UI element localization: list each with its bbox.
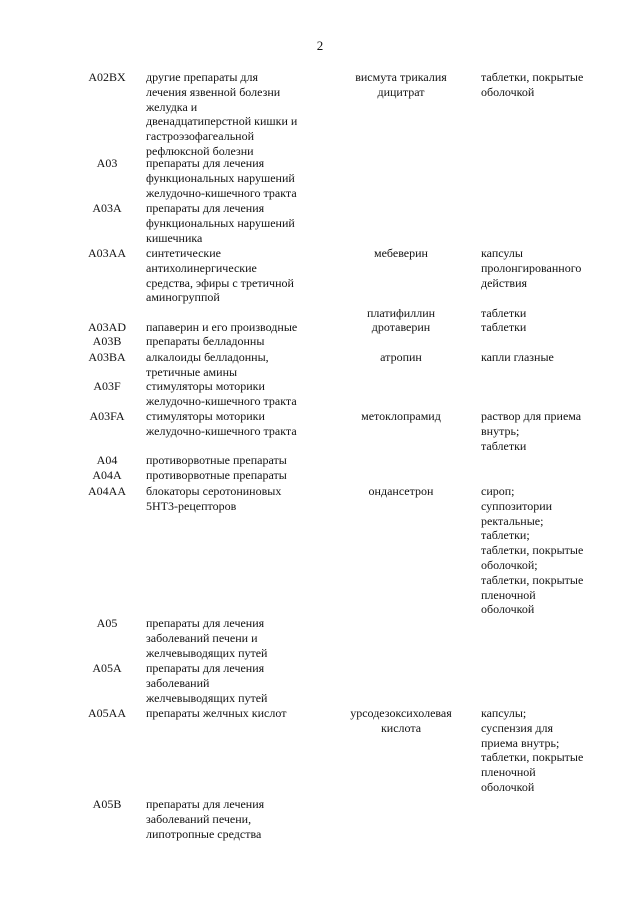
drug-name	[340, 306, 462, 321]
drug-name	[340, 409, 462, 424]
dosage-form-line: пленочной	[481, 587, 536, 602]
drug-name-line: атропин	[380, 350, 422, 364]
atc-group-description-line: функциональных нарушений	[146, 215, 295, 230]
drug-name-line: мебеверин	[374, 246, 428, 260]
dosage-form-line: таблетки	[481, 306, 527, 320]
dosage-form-line: приема внутрь;	[481, 735, 560, 750]
atc-group-description-line: папаверин и его производные	[146, 320, 298, 334]
atc-group-description-line: стимуляторы моторики	[146, 379, 265, 393]
dosage-form-line: раствор для приема	[481, 409, 582, 423]
atc-code: A03A	[92, 201, 122, 215]
atc-group-description-line: препараты желчных кислот	[146, 706, 287, 720]
atc-group-description	[146, 320, 326, 335]
atc-group-description-line: двенадцатиперстной кишки и	[146, 114, 298, 129]
drug-name-line: дицитрат	[377, 84, 425, 99]
dosage-form	[481, 70, 621, 100]
atc-group-description-line: аминогруппой	[146, 290, 220, 305]
atc-code: A05AA	[88, 706, 126, 720]
drug-name	[340, 246, 462, 261]
atc-group-description-line: лечения язвенной болезни	[146, 84, 281, 99]
dosage-form-line: внутрь;	[481, 423, 520, 438]
dosage-form-line: капли глазные	[481, 350, 554, 364]
atc-group-description	[146, 616, 326, 660]
atc-group-description	[146, 706, 326, 721]
atc-code: A03AD	[88, 320, 126, 334]
atc-group-description-line: препараты белладонны	[146, 334, 265, 348]
atc-group-description-line: другие препараты для	[146, 70, 259, 84]
drug-name-line: урсодезоксихолевая	[350, 706, 452, 720]
dosage-form-line: таблетки, покрытые	[481, 70, 584, 84]
page-number: 2	[316, 38, 324, 53]
dosage-form-line: оболочкой	[481, 779, 535, 794]
atc-group-description-line: заболеваний	[146, 675, 210, 690]
drug-name-line: кислота	[380, 720, 422, 735]
atc-code: A05B	[92, 797, 122, 811]
atc-group-description-line: желудка и	[146, 99, 198, 114]
dosage-form-line: суппозитории	[481, 498, 553, 513]
atc-group-description-line: желчевыводящих путей	[146, 690, 268, 705]
atc-group-description	[146, 201, 326, 245]
atc-group-description-line: противорвотные препараты	[146, 468, 287, 482]
dosage-form	[481, 350, 621, 365]
atc-group-description	[146, 797, 326, 841]
atc-group-description-line: заболеваний печени и	[146, 630, 258, 645]
dosage-form-line: пленочной	[481, 765, 536, 780]
dosage-form-line: капсулы	[481, 246, 523, 260]
atc-group-description-line: препараты для лечения	[146, 797, 265, 811]
atc-code: A04AA	[88, 484, 126, 498]
atc-group-description-line: препараты для лечения	[146, 156, 265, 170]
atc-code: A03B	[92, 334, 122, 348]
atc-group-description-line: препараты для лечения	[146, 616, 265, 630]
atc-group-description-line: кишечника	[146, 230, 203, 245]
dosage-form-line: действия	[481, 275, 528, 290]
atc-group-description-line: алкалоиды белладонны,	[146, 350, 269, 364]
atc-group-description-line: желудочно-кишечного тракта	[146, 393, 297, 408]
drug-name-line: платифиллин	[366, 306, 436, 320]
atc-group-description-line: препараты для лечения	[146, 661, 265, 675]
atc-code: A04	[96, 453, 118, 467]
atc-code: A03FA	[89, 409, 125, 423]
dosage-form-line: суспензия для	[481, 720, 553, 735]
atc-group-description-line: препараты для лечения	[146, 201, 265, 215]
atc-code: A03BA	[88, 350, 126, 364]
atc-group-description-line: блокаторы серотониновых	[146, 484, 282, 498]
atc-group-description-line: гастроэзофагеальной	[146, 129, 255, 144]
dosage-form-line: оболочкой	[481, 602, 535, 617]
dosage-form	[481, 706, 621, 795]
atc-group-description-line: желудочно-кишечного тракта	[146, 423, 297, 438]
atc-code: A03	[96, 156, 118, 170]
atc-group-description	[146, 70, 326, 159]
dosage-form	[481, 246, 621, 290]
atc-group-description	[146, 468, 326, 483]
dosage-form-line: таблетки, покрытые	[481, 543, 584, 558]
atc-group-description-line: желчевыводящих путей	[146, 645, 268, 660]
dosage-form-line: таблетки, покрытые	[481, 572, 584, 587]
drug-name-line: ондансетрон	[368, 484, 434, 498]
atc-code: A03F	[93, 379, 121, 393]
atc-group-description-line: липотропные средства	[146, 826, 262, 841]
drug-name-line: метоклопрамид	[361, 409, 441, 423]
dosage-form-line: таблетки	[481, 320, 527, 334]
dosage-form-line: таблетки	[481, 438, 527, 453]
dosage-form-line: оболочкой;	[481, 557, 538, 572]
atc-code: A02BX	[88, 70, 126, 84]
dosage-form	[481, 484, 621, 617]
dosage-form-line: ректальные;	[481, 513, 544, 528]
dosage-form-line: капсулы;	[481, 706, 527, 720]
atc-group-description-line: средства, эфиры с третичной	[146, 275, 294, 290]
dosage-form-line: сироп;	[481, 484, 515, 498]
atc-code: A05	[96, 616, 118, 630]
atc-group-description-line: желудочно-кишечного тракта	[146, 185, 297, 200]
atc-code: A04A	[92, 468, 122, 482]
drug-name-line: дротаверин	[371, 320, 431, 334]
drug-name	[340, 320, 462, 335]
drug-name	[340, 70, 462, 100]
dosage-form	[481, 409, 621, 453]
atc-group-description	[146, 350, 326, 380]
atc-group-description	[146, 246, 326, 305]
dosage-form-line: таблетки;	[481, 528, 530, 543]
atc-group-description	[146, 409, 326, 439]
atc-group-description	[146, 484, 326, 514]
dosage-form-line: таблетки, покрытые	[481, 750, 584, 765]
drug-name	[340, 706, 462, 736]
dosage-form	[481, 320, 621, 335]
atc-group-description	[146, 334, 326, 349]
dosage-form	[481, 306, 621, 321]
drug-name	[340, 350, 462, 365]
atc-group-description-line: противорвотные препараты	[146, 453, 287, 467]
atc-code: A05A	[92, 661, 122, 675]
atc-group-description	[146, 453, 326, 468]
atc-group-description-line: стимуляторы моторики	[146, 409, 265, 423]
atc-group-description-line: третичные амины	[146, 364, 238, 379]
drug-name	[340, 484, 462, 499]
atc-group-description-line: заболеваний печени,	[146, 811, 252, 826]
dosage-form-line: пролонгированного	[481, 260, 582, 275]
atc-group-description-line: 5HT3-рецепторов	[146, 498, 237, 513]
atc-group-description	[146, 156, 326, 200]
atc-group-description-line: синтетические	[146, 246, 221, 260]
drug-name-line: висмута трикалия	[355, 70, 447, 84]
atc-group-description-line: функциональных нарушений	[146, 170, 295, 185]
dosage-form-line: оболочкой	[481, 84, 535, 99]
atc-group-description	[146, 379, 326, 409]
atc-code: A03AA	[88, 246, 126, 260]
atc-group-description	[146, 661, 326, 705]
atc-group-description-line: антихолинергические	[146, 260, 257, 275]
atc-group-description-line: рефлюксной болезни	[146, 143, 254, 158]
